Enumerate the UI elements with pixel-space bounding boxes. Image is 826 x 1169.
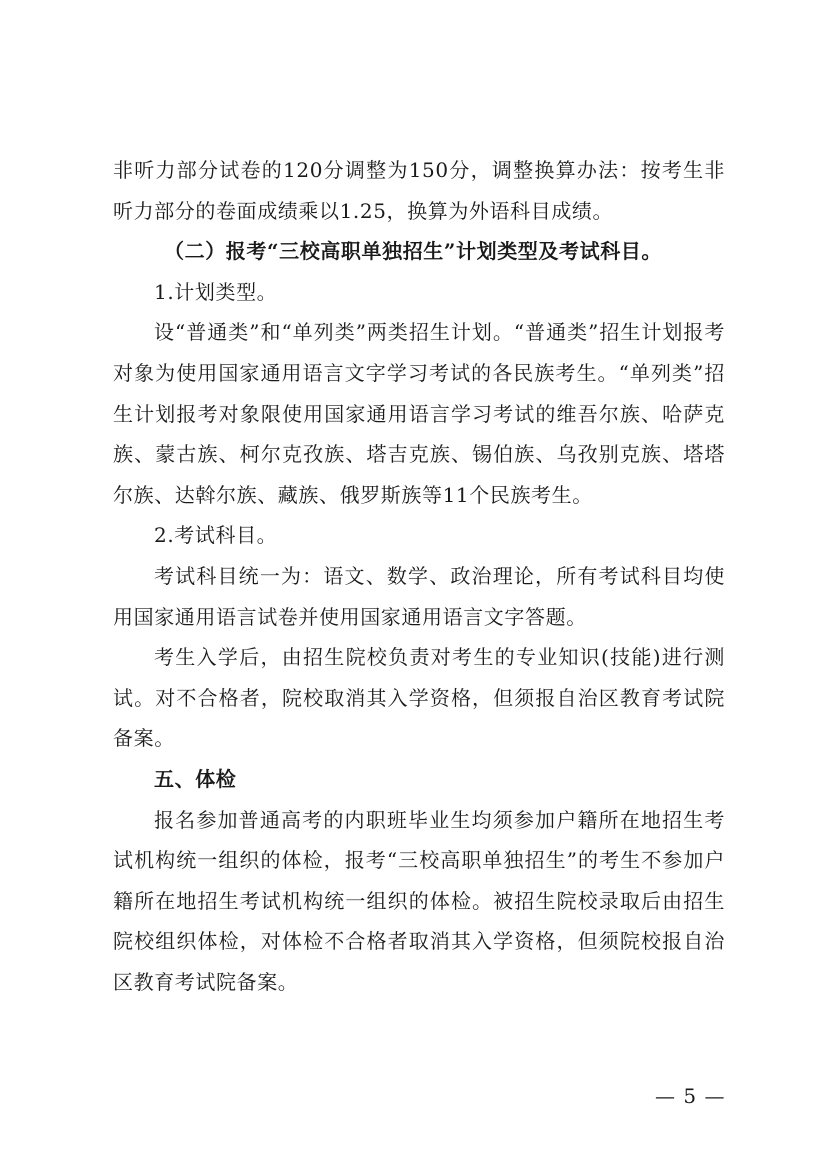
item-heading-exam-subjects: 2.考试科目。	[154, 523, 278, 548]
section-subheading-plan-types: （二）报考“三校高职单独招生”计划类型及考试科目。	[164, 239, 663, 264]
paragraph-exam-subjects: 考试科目统一为：语文、数学、政治理论，所有考试科目均使用国家通用语言试卷并使用国家通用语言文字答题。	[113, 563, 725, 629]
document-body	[113, 150, 725, 1002]
paragraph-continuation: 非听力部分试卷的120分调整为150分，调整换算办法：按考生非听力部分的卷面成绩乘以1.25，换算为外语科目成绩。	[113, 158, 725, 223]
paragraph-skill-test: 考生入学后，由招生院校负责对考生的专业知识(技能)进行测试。对不合格者，院校取消其入学资格，但须报自治区教育考试院备案。	[113, 645, 725, 751]
item-heading-plan-type: 1.计划类型。	[154, 279, 278, 304]
section-heading-physical-exam: 五、体检	[154, 766, 237, 791]
paragraph-plan-type-description: 设“普通类”和“单列类”两类招生计划。“普通类”招生计划报考对象为使用国家通用语言文字学习考试的各民族考生。“单列类”招生计划报考对象限使用国家通用语言学习考试的维吾尔族、哈萨克族、蒙古族、柯尔克孜族、塔吉克族、锡伯族、乌孜别克族、塔塔尔族、达斡尔族、藏族、俄罗斯族等11个民族考生。	[113, 320, 725, 507]
page-number: — 5 —	[655, 1084, 726, 1108]
paragraph-physical-exam: 报名参加普通高考的内职班毕业生均须参加户籍所在地招生考试机构统一组织的体检，报考“三校高职单独招生”的考生不参加户籍所在地招生考试机构统一组织的体检。被招生院校录取后由招生院校组织体检，对体检不合格者取消其入学资格，但须院校报自治区教育考试院备案。	[113, 807, 725, 994]
